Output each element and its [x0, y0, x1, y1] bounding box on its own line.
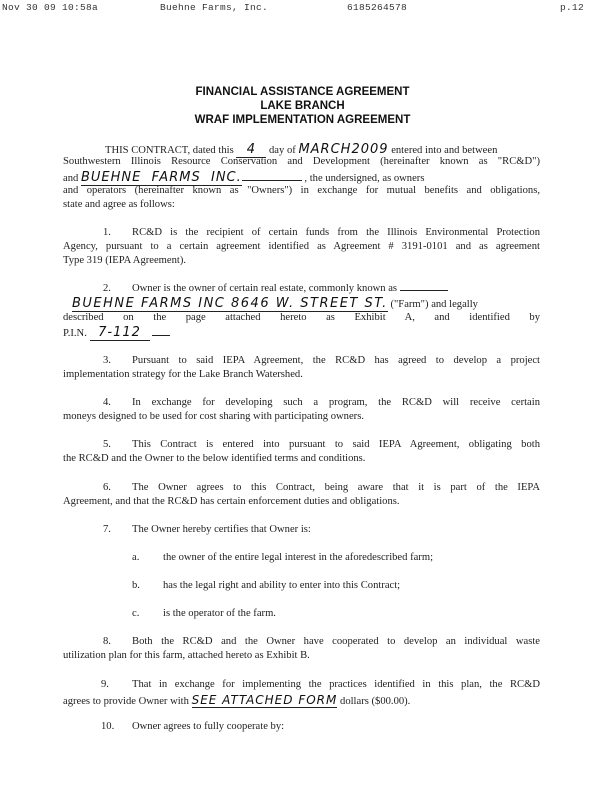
para-6-line-1: The Owner agrees to this Contract, being aware that it is part of the IEPA — [132, 482, 540, 493]
para-4-line-1: In exchange for developing such a program, the RC&D will receive certain — [132, 397, 540, 408]
para-8-line-1: Both the RC&D and the Owner have cooperated to develop an individual waste — [132, 636, 540, 647]
para-7-num: 7. — [103, 524, 111, 535]
para-9-line-1: That in exchange for implementing the practices identified in this plan, the RC&D — [132, 679, 540, 690]
fax-header — [0, 2, 605, 14]
fax-date: Nov 30 09 10:58a — [2, 2, 99, 13]
para-2-line-4: P.I.N. 7-112 — [63, 325, 170, 341]
intro-line-3: and BUEHNE FARMS INC. , the undersigned, as owners — [63, 170, 425, 185]
handwritten-property-address: BUEHNE FARMS INC 8646 W. STREET ST. — [72, 296, 388, 311]
para-9-line-2: agrees to provide Owner with SEE ATTACHED FORM dollars ($00.00). — [63, 693, 411, 707]
intro-line-2: Southwestern Illinois Resource Conservation and Development (hereinafter known as "RC&D") — [63, 156, 540, 167]
fax-page-number: p.12 — [560, 2, 585, 13]
para-2-line-2: BUEHNE FARMS INC 8646 W. STREET ST. ("Farm") and legally — [72, 296, 478, 311]
para-1-line-2: Agency, pursuant to a certain agreement identified as Agreement # 3191-0101 and as agreement — [63, 241, 540, 252]
fax-sender: Buehne Farms, Inc. — [160, 2, 269, 13]
para-5-line-2: the RC&D and the Owner to the below identified terms and conditions. — [63, 453, 366, 464]
para-10-line-1: Owner agrees to fully cooperate by: — [132, 721, 285, 732]
para-1-line-3: Type 319 (IEPA Agreement). — [63, 255, 187, 266]
document-title: FINANCIAL ASSISTANCE AGREEMENT — [195, 86, 410, 98]
para-10-num: 10. — [101, 721, 115, 732]
para-8-line-2: utilization plan for this farm, attached hereto as Exhibit B. — [63, 650, 310, 661]
para-4-num: 4. — [103, 397, 111, 408]
document-subtitle: LAKE BRANCH — [260, 100, 345, 112]
para-4-line-2: moneys designed to be used for cost sharing with participating owners. — [63, 411, 364, 422]
para-8-num: 8. — [103, 636, 111, 647]
para-2-line-3: described on the page attached hereto as Exhibit A, and identified by — [63, 312, 540, 323]
para-2-line-1: Owner is the owner of certain real estate, commonly known as — [132, 283, 448, 294]
fax-phone: 6185264578 — [347, 2, 408, 13]
para-5-line-1: This Contract is entered into pursuant to said IEPA Agreement, obligating both — [132, 439, 540, 450]
para-7-c-text: is the operator of the farm. — [163, 608, 276, 619]
handwritten-pin: 7-112 — [90, 325, 150, 341]
handwritten-day: 4 — [236, 142, 266, 158]
para-3-line-1: Pursuant to said IEPA Agreement, the RC&D has agreed to develop a project — [132, 355, 540, 366]
para-9-num: 9. — [101, 679, 109, 690]
para-2-num: 2. — [103, 283, 111, 294]
document-subtitle-2: WRAF IMPLEMENTATION AGREEMENT — [194, 114, 411, 126]
para-7-a-text: the owner of the entire legal interest in the aforedescribed farm; — [163, 552, 434, 563]
para-1-num: 1. — [103, 227, 111, 238]
intro-line-1: THIS CONTRACT, dated this 4 day of MARCH2009 entered into and between — [105, 142, 498, 157]
para-3-num: 3. — [103, 355, 111, 366]
para-1-line-1: RC&D is the recipient of certain funds from the Illinois Environmental Protection — [132, 227, 540, 238]
para-6-num: 6. — [103, 482, 111, 493]
handwritten-month: MARCH — [298, 142, 352, 157]
para-7-c-label: c. — [132, 608, 140, 619]
para-5-num: 5. — [103, 439, 111, 450]
para-7-b-text: has the legal right and ability to enter into this Contract; — [163, 580, 401, 591]
handwritten-amount: SEE ATTACHED FORM — [191, 693, 338, 707]
intro-line-5: state and agree as follows: — [63, 199, 175, 210]
para-6-line-2: Agreement, and that the RC&D has certain enforcement duties and obligations. — [63, 496, 400, 507]
intro-line-4: and operators (hereinafter known as "Owners") in exchange for mutual benefits and obligations, — [63, 185, 540, 196]
handwritten-owner-name: BUEHNE FARMS INC. — [80, 170, 242, 185]
handwritten-year: 2009 — [351, 142, 389, 157]
para-3-line-2: implementation strategy for the Lake Branch Watershed. — [63, 369, 303, 380]
para-7-b-label: b. — [132, 580, 140, 591]
para-7-a-label: a. — [132, 552, 140, 563]
para-7-line-1: The Owner hereby certifies that Owner is: — [132, 524, 311, 535]
